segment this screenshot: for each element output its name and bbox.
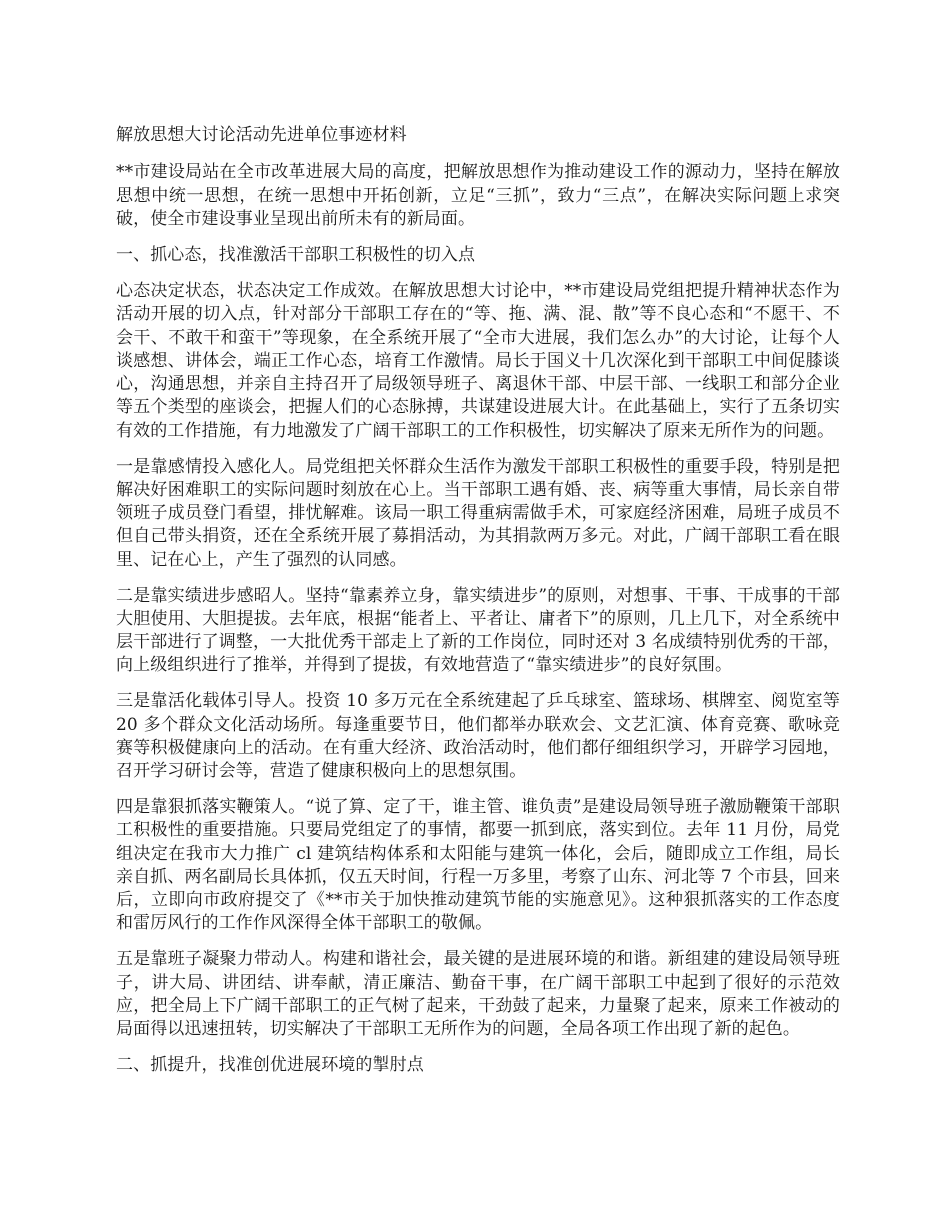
intro-paragraph: **市建设局站在全市改革进展大局的高度，把解放思想作为推动建设工作的源动力，坚持在解放思想中统一思想，在统一思想中开拓创新，立足“三抓”，致力“三点”，在解决实际问题上求突破，使全市建设事业呈现出前所未有的新局面。 [116, 162, 840, 229]
point-5-paragraph: 五是靠班子凝聚力带动人。构建和谐社会，最关键的是进展环境的和谐。新组建的建设局领导班子，讲大局、讲团结、讲奉献，清正廉洁、勤奋干事，在广阔干部职工中起到了很好的示范效应，把全局上下广阔干部职工的正气树了起来，干劲鼓了起来，力量聚了起来，原来工作被动的局面得以迅速扭转，切实解决了干部职工无所作为的问题，全局各项工作出现了新的起色。 [116, 949, 840, 1040]
point-4-paragraph: 四是靠狠抓落实鞭策人。“说了算、定了干，谁主管、谁负责”是建设局领导班子激励鞭策干部职工积极性的重要措施。只要局党组定了的事情，都要一抓到底，落实到位。去年 11 月份，局党组决定在我市大力推广 cl 建筑结构体系和太阳能与建筑一体化，会后，随即成立工作组，局长亲自抓、两名副局长具体抓，仅五天时间，行程一万多里，考察了山东、河北等 7 个市县，回来后，立即向市政府提交了《**市关于加快推动建筑节能的实施意见》。这种狠抓落实的工作态度和雷厉风行的工作作风深得全体干部职工的敬佩。 [116, 796, 840, 934]
point-2-paragraph: 二是靠实绩进步感昭人。坚持“靠素养立身，靠实绩进步”的原则，对想事、干事、干成事的干部大胆使用、大胆提拔。去年底，根据“能者上、平者让、庸者下”的原则，几上几下，对全系统中层干部进行了调整，一大批优秀干部走上了新的工作岗位，同时还对 3 名成绩特别优秀的干部，向上级组织进行了推举，并得到了提拔，有效地营造了“靠实绩进步”的良好氛围。 [116, 585, 840, 676]
point-1-paragraph: 一是靠感情投入感化人。局党组把关怀群众生活作为激发干部职工积极性的重要手段，特别是把解决好困难职工的实际问题时刻放在心上。当干部职工遇有婚、丧、病等重大事情，局长亲自带领班子成员登门看望，排忧解难。该局一职工得重病需做手术，可家庭经济困难，局班子成员不但自己带头捐资，还在全系统开展了募捐活动，为其捐款两万多元。对此，广阔干部职工看在眼里、记在心上，产生了强烈的认同感。 [116, 456, 840, 570]
point-3-paragraph: 三是靠活化载体引导人。投资 10 多万元在全系统建起了乒乓球室、篮球场、棋牌室、阅览室等 20 多个群众文化活动场所。每逢重要节日，他们都举办联欢会、文艺汇演、体育竞赛、歌咏竞赛等积极健康向上的活动。在有重大经济、政治活动时，他们都仔细组织学习，开辟学习园地，召开学习研讨会等，营造了健康积极向上的思想氛围。 [116, 691, 840, 782]
document-title: 解放思想大讨论活动先进单位事迹材料 [116, 125, 407, 145]
section-1-body-paragraph: 心态决定状态，状态决定工作成效。在解放思想大讨论中，**市建设局党组把提升精神状态作为活动开展的切入点，针对部分干部职工存在的“等、拖、满、混、散”等不良心态和“不愿干、不会干、不敢干和蛮干”等现象，在全系统开展了“全市大进展，我们怎么办”的大讨论，让每个人谈感想、讲体会，端正工作心态，培育工作激情。局长于国义十几次深化到干部职工中间促膝谈心，沟通思想，并亲自主持召开了局级领导班子、离退休干部、中层干部、一线职工和部分企业等五个类型的座谈会，把握人们的心态脉搏，共谋建设进展大计。在此基础上，实行了五条切实有效的工作措施，有力地激发了广阔干部职工的工作积极性，切实解决了原来无所作为的问题。 [116, 280, 840, 441]
section-heading-2: 二、抓提升，找准创优进展环境的掣肘点 [116, 1054, 424, 1075]
document-page [116, 124, 840, 1090]
section-heading-1: 一、抓心态，找准激活干部职工积极性的切入点 [116, 244, 476, 265]
